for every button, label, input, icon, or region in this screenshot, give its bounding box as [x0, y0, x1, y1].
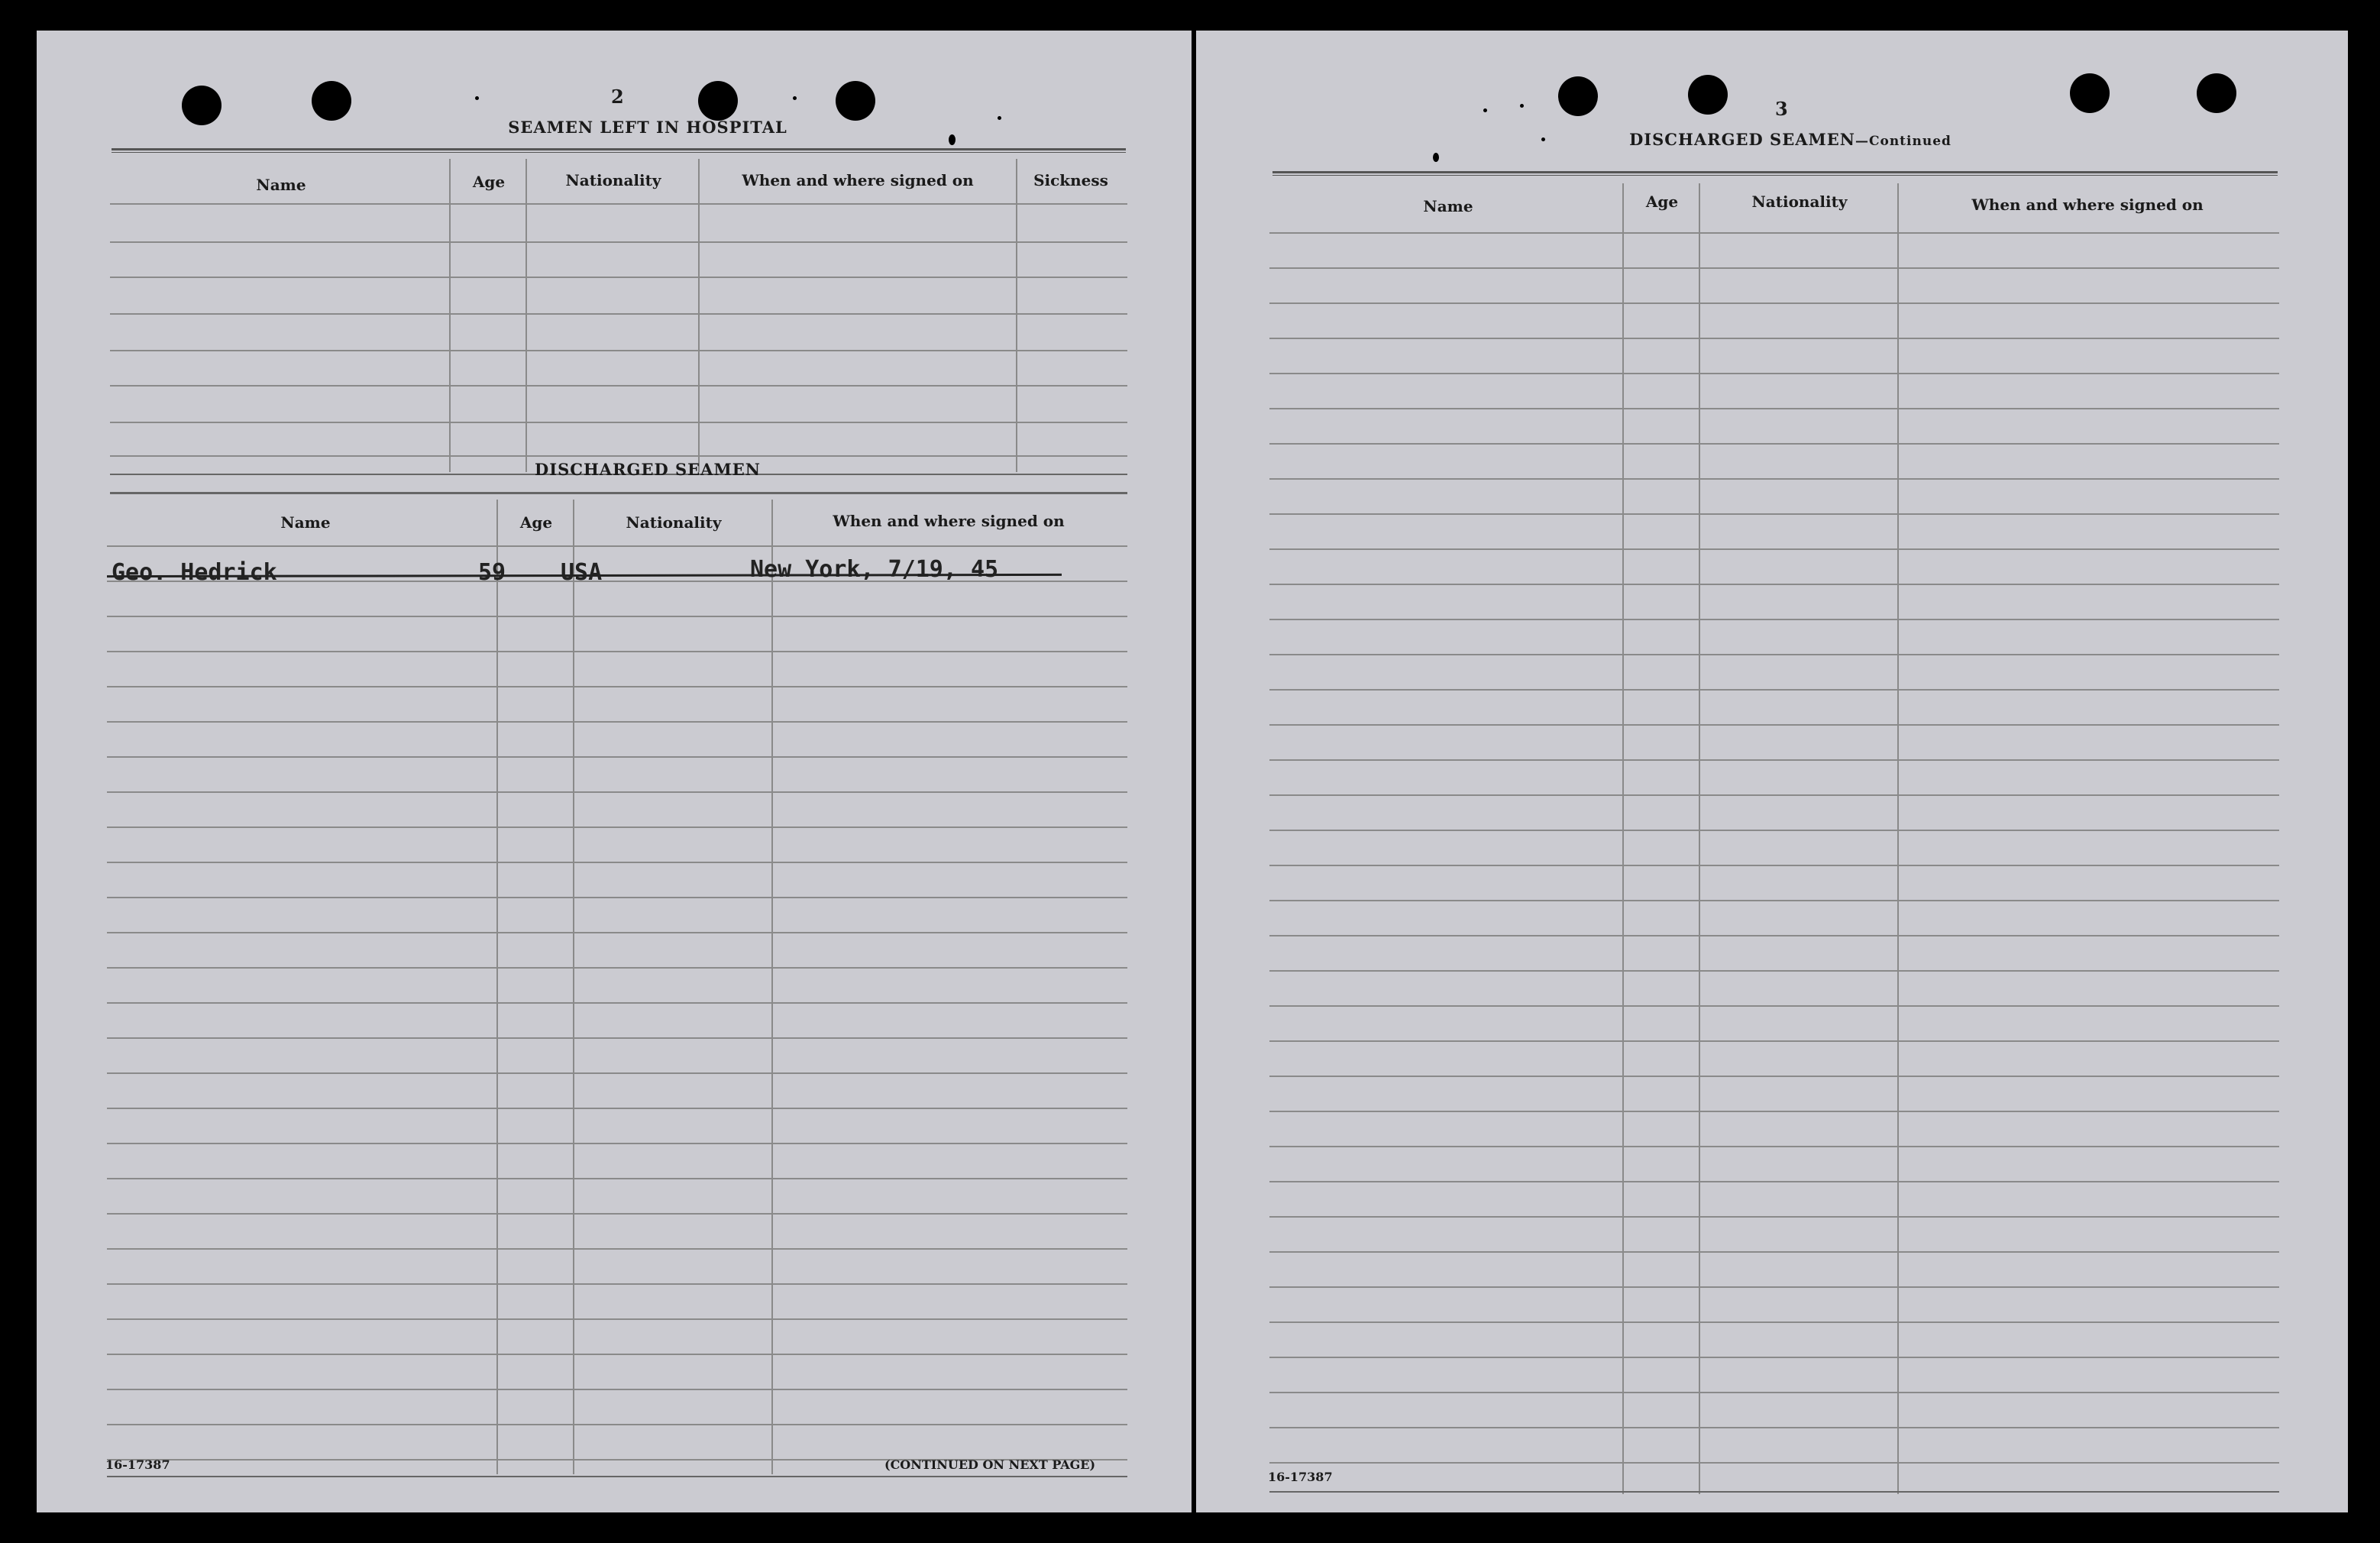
column-header-signed-on: When and where signed on — [742, 171, 974, 189]
punch-hole — [836, 81, 875, 121]
column-header-sickness: Sickness — [1033, 171, 1108, 189]
column-header-name: Name — [280, 513, 331, 532]
column-header-signed-on: When and where signed on — [1971, 196, 2204, 214]
double-rule — [112, 148, 1126, 153]
punch-hole — [2197, 73, 2236, 113]
punch-hole — [1558, 76, 1598, 116]
column-header-age: Age — [519, 513, 553, 532]
entry-name: Geo. Hedrick — [112, 559, 277, 586]
discharged-continued-title: DISCHARGED SEAMEN—Continued — [1629, 130, 1952, 149]
entry-nationality: USA — [561, 559, 603, 586]
hospital-section-title: SEAMEN LEFT IN HOSPITAL — [508, 118, 787, 137]
column-header-nationality: Nationality — [626, 513, 722, 532]
form-number: 16-17387 — [105, 1457, 170, 1472]
punch-hole — [698, 81, 738, 121]
punch-hole — [312, 81, 351, 121]
punch-hole — [182, 86, 222, 125]
punch-hole — [2070, 73, 2110, 113]
punch-hole — [1688, 75, 1728, 115]
page-number: 3 — [1775, 98, 1788, 120]
entry-signed-on: New York, 7/19, 45 — [750, 556, 999, 583]
double-rule — [1272, 171, 2278, 176]
column-header-nationality: Nationality — [1751, 192, 1848, 211]
left-page — [37, 31, 1192, 1512]
continued-note: (CONTINUED ON NEXT PAGE) — [884, 1457, 1096, 1472]
discharged-section-title: DISCHARGED SEAMEN — [535, 460, 761, 479]
form-number: 16-17387 — [1268, 1470, 1333, 1484]
column-header-nationality: Nationality — [565, 171, 661, 189]
right-page — [1196, 31, 2348, 1512]
page-number: 2 — [611, 86, 624, 108]
column-header-signed-on: When and where signed on — [833, 512, 1065, 530]
column-header-name: Name — [1423, 197, 1473, 215]
column-header-age: Age — [472, 173, 506, 191]
column-header-name: Name — [256, 176, 306, 194]
column-header-age: Age — [1645, 192, 1679, 211]
entry-age: 59 — [478, 559, 506, 586]
